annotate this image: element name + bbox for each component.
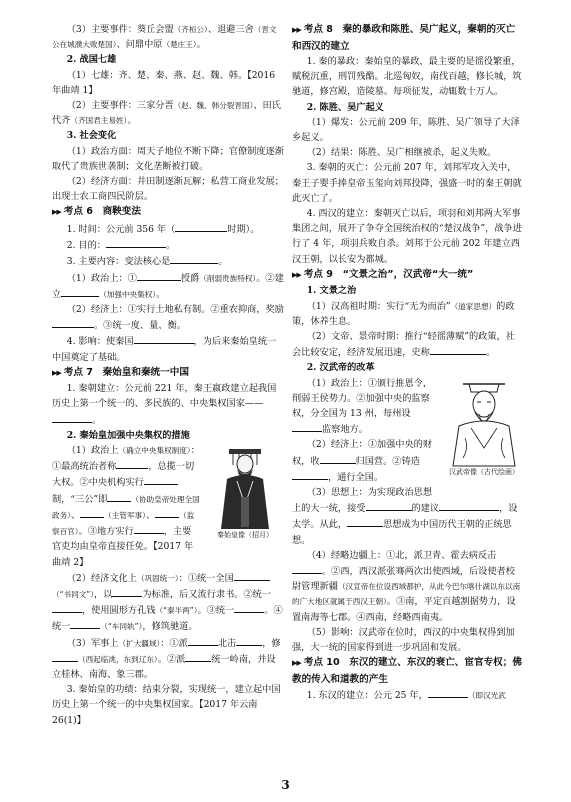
answer-blank[interactable]: [107, 491, 131, 502]
subheading: 1. 文景之治: [306, 285, 357, 297]
answer-blank[interactable]: [236, 635, 262, 646]
left-column: [52, 22, 284, 728]
emperor-figure-icon: [215, 445, 275, 531]
answer-blank[interactable]: [80, 507, 104, 518]
paragraph: 1. 秦朝建立：公元前 221 年，秦王嬴政建立起我国历史上第一个统一的、多民族的、中央集权国家——。: [52, 383, 277, 426]
paragraph: 2. 目的： 。: [52, 237, 284, 253]
triangle-icon: ▶▶: [52, 208, 61, 217]
triangle-icon: ▶▶: [292, 659, 301, 668]
paragraph: 1. 秦的暴政：秦始皇的暴政，最主要的是徭役繁重，赋税沉重，刑罚残酷。北巡匈奴，南伐百越，修长城，筑驰道，修宫殿，造陵墓。每项征发，动辄数十万人。: [292, 56, 522, 98]
paragraph: 1. 时间：公元前 356 年（ 时期）。: [52, 221, 284, 237]
answer-blank[interactable]: [292, 563, 322, 574]
paragraph: 3. 秦始皇的功绩：结束分裂，实现统一，建立起中国历史上第一个统一的中央集权国家。【2017 年云南 26(1)】: [52, 684, 281, 726]
answer-blank[interactable]: [52, 317, 94, 328]
answer-blank[interactable]: [428, 687, 468, 698]
paragraph: （2）文帝、景帝时期：推行“轻徭薄赋”的政策，社会比较安定，经济发展迅速，史称 。: [292, 330, 515, 359]
paragraph: （3）主要事件：葵丘会盟（齐桓公）、退避三舍（晋文公在城濮大败楚国）、问鼎中原（楚庄王）。: [52, 24, 277, 51]
answer-blank[interactable]: [61, 286, 99, 297]
triangle-icon: ▶▶: [292, 26, 301, 34]
portrait-caption: 秦始皇像（招月）: [217, 531, 273, 540]
section-heading: ▶▶ 考点 10 东汉的建立、东汉的衰亡、宦官专权；佛教的传入和道教的产生: [292, 657, 522, 685]
subheading: 3. 社会变化: [66, 130, 117, 142]
answer-blank[interactable]: [134, 523, 164, 534]
section-heading: ▶▶ 考点 7 秦始皇和秦统一中国: [52, 365, 284, 382]
section-heading: ▶▶ 考点 8 秦的暴政和陈胜、吴广起义，秦朝的灭亡和西汉的建立: [292, 24, 516, 52]
answer-blank[interactable]: [366, 500, 412, 511]
portrait-caption: 汉武帝像（古代绘画）: [449, 467, 519, 476]
answer-blank[interactable]: [52, 602, 82, 613]
answer-blank[interactable]: [188, 635, 218, 646]
answer-blank[interactable]: [234, 570, 270, 581]
answer-blank[interactable]: [134, 333, 194, 344]
paragraph: 3. 秦朝的灭亡：公元前 207 年，刘邦军攻入关中，秦王子婴手捧皇帝玉玺向刘邦投降，强盛一时的秦王朝就此灭亡了。: [292, 162, 522, 204]
answer-blank[interactable]: [52, 651, 78, 662]
subheading: 2. 战国七雄: [66, 54, 117, 66]
paragraph: 1. 东汉的建立：公元 25 年， （即汉光武: [292, 687, 524, 703]
paragraph: （1）政治上：① 授爵（削弱贵族特权）。②建立 （加强中央集权）。: [52, 270, 284, 302]
paragraph: （1）政治方面：周天子地位不断下降；官僚制度逐渐取代了贵族世袭制；文化垄断被打破。: [52, 145, 284, 172]
answer-blank[interactable]: [155, 507, 179, 518]
paragraph: 4. 西汉的建立：秦朝灭亡以后，项羽和刘邦两大军事集团之间，展开了争夺全国统治权的“楚汉战争”，战争进行了 4 年，项羽兵败自杀。刘邦于公元前 202 年建立西汉王朝，以长安为都城。: [292, 208, 522, 265]
answer-blank[interactable]: [106, 237, 166, 248]
paragraph: （5）影响：汉武帝在位时，西汉的中央集权得到加强，大一统的国家得到进一步巩固和发展。: [292, 626, 515, 654]
paragraph: （2）经济文化上（巩固统一）：①统一全国（“书同文”），以 为标准，后又流行隶书。②统一，使用圆形方孔钱（“秦半两”）。③统一 。④统一 （“车同轨”），修筑驰道。: [52, 570, 284, 635]
emperor-figure-icon: [449, 378, 519, 468]
section-heading: ▶▶ 考点 6 商鞅变法: [52, 204, 284, 221]
answer-blank[interactable]: [292, 421, 322, 432]
answer-blank[interactable]: [170, 253, 218, 264]
answer-blank[interactable]: [234, 602, 264, 613]
paragraph: （1）汉高祖时期：实行“无为而治”（道家思想）的政策，休养生息。: [292, 300, 515, 327]
paragraph: （2）主要事件：三家分晋（赵、魏、韩分裂晋国）、田氏代齐（齐国君主易姓）。: [52, 100, 281, 127]
paragraph: （2）结果：陈胜、吴广相继被杀，起义失败。: [306, 147, 497, 159]
answer-blank[interactable]: [116, 458, 148, 469]
subheading: 2. 陈胜、吴广起义: [306, 101, 384, 113]
paragraph: （1）政治上（确立中央集权制度）：①最高统治者称 ，总揽一切大权。②中央机构实行制，“三公”即 （协助皇帝处理全国政务）、 （主管军事）、 （监察百官）。③地方实行 ，主要官吏均由皇帝直接任免。【2017 年曲靖 2】: [52, 445, 200, 568]
answer-blank[interactable]: [175, 221, 227, 232]
answer-blank[interactable]: [320, 453, 356, 464]
answer-blank[interactable]: [52, 412, 92, 423]
paragraph: （1）政治上：①颁行推恩令，削弱王侯势力。②加强中央的监察权，分全国为 13 州，每州设监察地方。: [292, 377, 433, 436]
han-wudi-portrait: [444, 378, 524, 486]
subheading: 2. 汉武帝的改革: [306, 362, 375, 374]
answer-blank[interactable]: [70, 618, 100, 629]
answer-blank[interactable]: [347, 516, 383, 527]
paragraph: 3. 主要内容：变法核心是 。: [52, 253, 284, 269]
subheading: 2. 秦始皇加强中央集权的措施: [66, 429, 190, 441]
answer-blank[interactable]: [430, 344, 486, 355]
paragraph: （4）经略边疆上：①北，派卫青、霍去病反击。②西，西汉派张骞两次出使西域，后设使者校尉管理新疆（汉宣帝在位设西域都护，从此今巴尔喀什湖以东以南的广大地区就属于西汉王朝）。③南，平定百越割据势力，设置南海等七郡。④西南，经略西南夷。: [292, 549, 521, 623]
paragraph: （2）经济方面：井田制逐渐瓦解；私营工商业发展；出现士农工商四民阶层。: [52, 176, 284, 203]
answer-blank[interactable]: [185, 651, 211, 662]
paragraph: （2）经济上：①实行土地私有制。②重农抑商，奖励。③统一度、量、衡。: [52, 302, 284, 333]
paragraph: 4. 影响：使秦国 ，为后来秦始皇统一中国奠定了基础。: [52, 333, 284, 364]
page-number: 3: [281, 778, 290, 792]
paragraph: （1）爆发：公元前 209 年，陈胜、吴广领导了大泽乡起义。: [292, 116, 520, 144]
answer-blank[interactable]: [137, 270, 181, 281]
answer-blank[interactable]: [292, 469, 328, 480]
paragraph: （3）思想上：为实现政治思想上的大一统，接受 的建议 ，设太学。从此， 思想成为中国历代王朝的正统思想。: [292, 486, 518, 546]
triangle-icon: ▶▶: [292, 270, 301, 279]
paragraph: （2）经济上：①加强中央的财权，收 归国营。②铸造，通行全国。: [292, 439, 433, 483]
right-column: [292, 22, 524, 703]
section-heading: ▶▶ 考点 9 “文景之治”，汉武帝“大一统”: [292, 267, 524, 284]
triangle-icon: ▶▶: [52, 368, 61, 377]
answer-blank[interactable]: [439, 500, 499, 511]
paragraph: （3）军事上（扩大疆域）：①派 北击 ，修（西起临洮，东到辽东）。②派 统一岭南，并设立桂林、南海、象三郡。: [52, 635, 284, 683]
qin-shihuang-portrait: [206, 445, 284, 549]
answer-blank[interactable]: [112, 586, 142, 597]
answer-blank[interactable]: [144, 474, 178, 485]
paragraph: （1）七雄：齐、楚、秦、燕、赵、魏、韩。【2016 年曲靖 1】: [52, 69, 276, 96]
